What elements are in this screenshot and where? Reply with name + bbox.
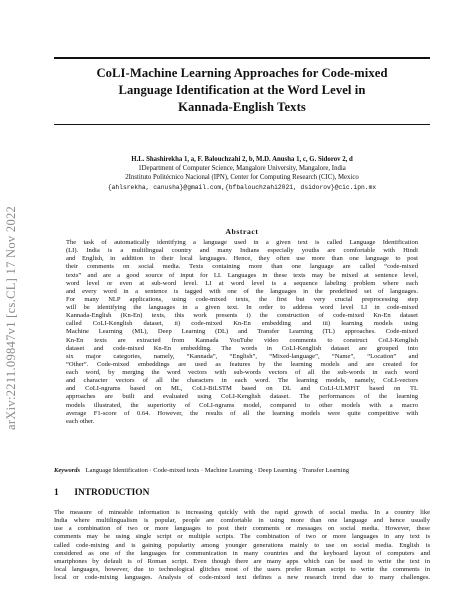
abstract-line: each other. (66, 417, 95, 425)
abstract-line: dataset and code-mixed Kn-En embedding. The words in CoLI-Kenglish dataset are grouped into (66, 344, 418, 352)
abstract-line: will be identifying the languages in a given text. In order to address word level LI in code-mixed (66, 304, 418, 311)
keywords-line (54, 467, 430, 475)
title-line: Language Identification at the Word Level in (118, 83, 366, 97)
abstract-line: Kn-En texts are extracted from Kannada YouTube video comments to construct CoLI-Kenglish (66, 336, 418, 344)
abstract-line: average F1-score of 0.64. However, the results of all the learning models were quite competitive with (66, 409, 418, 417)
keywords-label: Keywords (54, 467, 80, 474)
intro-line: local languages, however, due to technological glitches most of the users prefer Roman script to write the comments in (54, 565, 430, 573)
title-rule-bottom (54, 124, 430, 125)
abstract-line: their comments on social media. Texts containing more than one language are called “code-mixed (66, 263, 418, 271)
intro-line: use a combination of two or more languages to post their comments or messages on social media. However, these (54, 525, 430, 533)
abstract-body (66, 239, 418, 426)
abstract-line: six major categories, namely, “Kannada”, “English”, “Mixed-language”, “Name”, “Location” and (66, 352, 418, 360)
affiliation-1: 1Department of Computer Science, Mangalore University, Mangalore, India (138, 165, 346, 173)
keywords-list: Language Identification · Code-mixed texts · Machine Learning · Deep Learning · Transfer Learning (85, 467, 349, 474)
abstract-heading: Abstract (225, 227, 259, 236)
title-line: CoLI-Machine Learning Approaches for Code-mixed (96, 66, 388, 80)
abstract-line: each word, by merging the word vectors with sub-words vectors of all the sub-words in each word (66, 369, 418, 376)
introduction-body (54, 509, 430, 582)
intro-line: local or code-mixing languages. Analysis of code-mixed text defines a new research trend due to many challenges. (54, 574, 430, 581)
author-block (54, 155, 430, 192)
section-title: INTRODUCTION (74, 488, 150, 498)
abstract-line: Machine Learning (ML), Deep Learning (DL) and Transfer Learning (TL) approaches. Code-mixed (66, 328, 418, 336)
abstract-line: and CoLI-ngrams based on ML, CoLI-BiLSTM based on DL and CoLI-ULMFiT based on TL (66, 385, 418, 393)
intro-line: smartphones by default is of Roman script. Even though there are many apps which can be used to write the text in (54, 557, 430, 565)
abstract-line: The task of automatically identifying a language used in a given text is called Language Identification (66, 239, 418, 246)
abstract-line: (LI). India is a multilingual country and many Indians especially youths are comfortable with Hindi (66, 247, 418, 255)
intro-line: called code-mixing and is gaining popularity among younger generations mainly to use on social media. English is (54, 541, 430, 549)
arxiv-identifier: arXiv:2211.09847v1 [cs.CL] 17 Nov 2022 (4, 205, 18, 430)
abstract-line: called CoLI-Kenglish dataset, ii) code-mixed Kn-En embedding and iii) learning models using (66, 320, 418, 328)
abstract-line: and English, in addition to their local languages. Hence, they often use more than one language to post (66, 255, 418, 263)
intro-line: comments may be using single script or multiple scripts. The combination of two or more languages in any text is (54, 533, 430, 541)
author-names: H.L. Shashirekha 1, a, F. Balouchzahi 2, b, M.D. Anusha 1, c, G. Sidorov 2, d (131, 156, 353, 163)
abstract-line: and character vectors of all the characters in each word. The learning models, namely, CoLI-vectors (66, 377, 418, 385)
abstract-line: “Other”. Code-mixed embeddings are used as features by the learning models and are created for (66, 360, 418, 368)
abstract-line: For many NLP applications, using code-mixed texts, the first but very crucial preprocessing step (66, 295, 418, 303)
title-line: Kannada-English Texts (178, 100, 306, 114)
abstract-line: word level or even at sub-word level. LI at word level is a sequence labeling problem where each (66, 279, 418, 287)
abstract-line: and every word in a sentence is tagged with one of the languages in the predefined set of languages. (66, 287, 418, 295)
title-rule-top (54, 57, 430, 59)
affiliation-2: 2Instituto Politécnico Nacional (IPN), Center for Computing Research (CIC), Mexico (125, 174, 359, 182)
abstract-line: Kannada-English (Kn-En) texts, this work presents i) the construction of code-mixed Kn-En dataset (66, 312, 418, 320)
intro-line: The measure of mineable information is increasing quickly with the rapid growth of social media. In a country like (54, 509, 430, 516)
intro-line: considered as one of the languages for communication in many countries and the keyboard layout of computers and (54, 549, 430, 557)
section-number: 1 (54, 488, 59, 498)
section-heading-introduction (54, 488, 430, 498)
author-emails: {ahlsrekha, canusha}@gmail.com,{bfbalouchzahi2021, dsidorov}@cic.ipn.mx (107, 183, 377, 191)
intro-line: India where multilingualism is popular, people are comfortable in using more than one language and hence usually (54, 517, 430, 525)
abstract-line: approaches are built and evaluated using CoLI-Kenglish dataset. The performances of the learning (66, 393, 418, 401)
abstract-line: models illustrated, the superiority of CoLI-ngrams model, compared to other models with a macro (66, 401, 418, 409)
abstract-line: texts” and are a good source of input for LI. Languages in these texts may be mixed at sentence level, (66, 271, 418, 279)
paper-title (54, 65, 430, 116)
